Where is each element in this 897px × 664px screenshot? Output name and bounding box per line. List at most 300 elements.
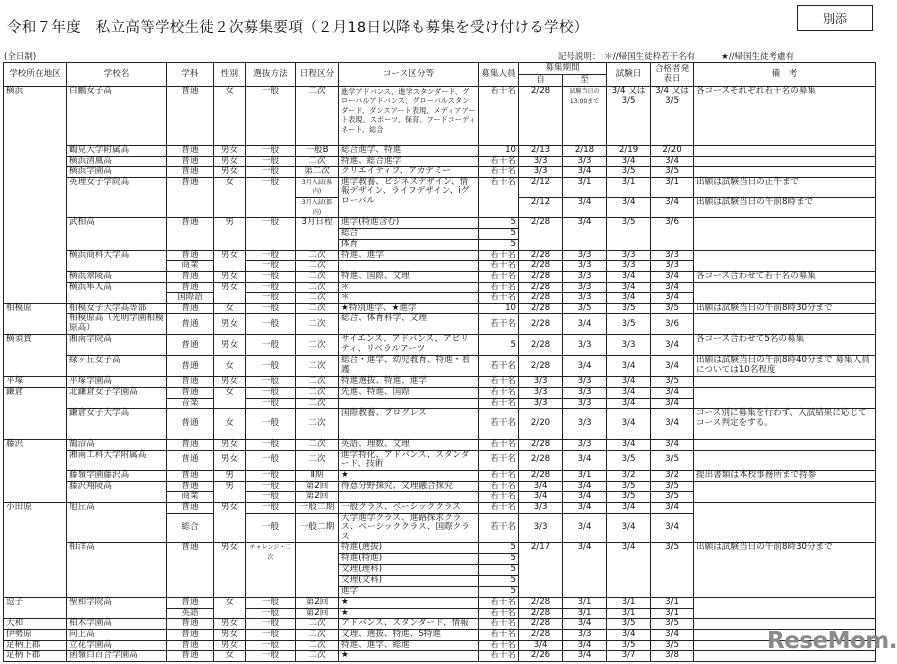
cell-to: 3/3 [563,156,607,167]
cell-school: 向上高 [67,629,167,640]
cell-method: 一般 [246,398,296,409]
cell-gender: 女 [214,177,246,217]
cell-dept: 普通 [167,640,214,651]
cell-schedule: 二次 [296,387,339,398]
cell-method: 一般 [246,218,296,251]
cell-course: 進学教養、ビジネスデザイン、情報デザイン、ライフデザイン、iグローバル [339,177,479,217]
cell-schedule: 二次 [296,293,339,304]
cell-note [694,218,876,251]
cell-dept: 普通 [167,167,214,178]
cell-from: 3/4 [519,481,563,492]
cell-cap: 若干名 [479,608,519,619]
table-row [4,629,876,640]
table-row [4,470,876,481]
cell-gender: 男女 [214,146,246,157]
cell-school: 立花学園高 [67,640,167,651]
cell-note: 出願は試験当日の午前8時30分まで [694,543,876,598]
cell-school: 聖和学院高 [67,598,167,619]
cell-from: 2/28 [519,218,563,251]
cell-note: 各コースそれぞれ若干名の募集 [694,87,876,146]
cell-result: 3/2 [651,470,694,481]
cell-note [694,377,876,388]
cell-schedule: 二次 [296,335,339,356]
cell-area: 逗子 [4,598,67,619]
cell-exam: 3/5 [607,450,651,470]
cell-dept: 普通 [167,543,214,598]
cell-result: 3/5 [651,377,694,388]
cell-course: 特進選抜、特進、進学 [339,377,479,388]
cell-course: 総合 [339,229,479,240]
cell-course [339,261,479,272]
cell-school: 柏木学園高 [67,619,167,630]
cell-from: 3/3 [519,377,563,388]
cell-schedule: 3月入試(都内) [296,197,339,217]
cell-dept: 普通 [167,314,214,335]
cell-dept: 普通 [167,218,214,251]
cell-to: 3/3 [563,282,607,293]
cell-from: 2/28 [519,271,563,282]
cell-schedule: 二次 [296,156,339,167]
cell-course: 総合・進学、幼児教育、特進・看護 [339,356,479,377]
legend [558,50,794,62]
cell-gender: 男女 [214,250,246,271]
cell-cap: 若干名 [479,156,519,167]
cell-to: 3/1 [563,177,607,197]
cell-result: 3/4 又は 3/5 [651,87,694,146]
cell-to: 3/1 [563,598,607,609]
cell-result: 3/4 [651,271,694,282]
cell-method: 一般 [246,598,296,609]
cell-result: 3/3 [651,250,694,261]
cell-method: 一般 [246,450,296,470]
cell-dept: 普通 [167,481,214,492]
cell-course: 特進(選抜) [339,543,479,554]
cell-note: 各コース合わせて5名の募集 [694,335,876,356]
cell-to: 3/4 [563,218,607,251]
cell-to: 試験当日の13:00まで [563,87,607,146]
cell-course: ＊ [339,282,479,293]
cell-school: 鶴見大学附属高 [67,146,167,157]
cell-method: 一般 [246,314,296,335]
cell-gender: 男女 [214,167,246,178]
cell-dept: 商業 [167,492,214,503]
header-from: 自 [519,75,563,87]
table-row [4,177,876,197]
table-body [4,87,876,662]
cell-dept: 普通 [167,177,214,217]
cell-course: ★ [339,651,479,662]
cell-to: 3/4 [563,356,607,377]
cell-gender: 男 [214,218,246,251]
cell-schedule: 第2回 [296,481,339,492]
cell-from: 3/3 [519,156,563,167]
cell-area: 平塚 [4,377,67,388]
cell-cap: 若干名 [479,651,519,662]
cell-course: 文理(文科) [339,576,479,587]
cell-from: 3/3 [519,513,563,543]
cell-dept: 普通 [167,335,214,356]
cell-course: 特進、総合進学 [339,156,479,167]
cell-dept: 普通 [167,503,214,514]
cell-gender: 男女 [214,335,246,356]
cell-schedule [296,543,339,598]
cell-gender: 女 [214,387,246,408]
cell-method: 一般 [246,619,296,630]
cell-schedule: 3月入試(県内) [296,177,339,197]
cell-from: 3/3 [519,387,563,398]
cell-method: 一般 [246,608,296,619]
cell-course: 進学特化、アドバンス、スタンダード、技術 [339,450,479,470]
cell-result: 3/4 [651,356,694,377]
cell-course: 一般クラス、ベーシッククラス [339,503,479,514]
cell-exam: 3/4 [607,282,651,293]
cell-cap: 5 [479,587,519,598]
cell-note: 出願は試験当日の正午まで [694,177,876,197]
cell-cap: 若干名 [479,503,519,514]
cell-from: 2/13 [519,146,563,157]
table-row [4,356,876,377]
cell-result: 3/5 [651,167,694,178]
cell-school: 相模女子大学高等部 [67,303,167,314]
cell-to: 3/3 [563,409,607,440]
cell-exam: 3/7 [607,651,651,662]
cell-course: 特進、進学 [339,250,479,261]
page-title: 令和７年度 私立高等学校生徒２次募集要項（２月18日以降も募集を受け付ける学校） [7,20,589,36]
cell-result: 3/4 [651,440,694,451]
cell-method: 一般 [246,492,296,503]
cell-note [694,440,876,451]
table-row [4,409,876,440]
cell-cap: 5 [479,554,519,565]
cell-from: 2/12 [519,177,563,197]
header-method: 選抜方法 [246,63,296,87]
cell-method: 一般 [246,629,296,640]
cell-to: 3/4 [563,619,607,630]
cell-method: 一般 [246,377,296,388]
cell-course [339,492,479,503]
cell-cap: 若干名 [479,619,519,630]
cell-from: 2/28 [519,293,563,304]
cell-dept: 普通 [167,271,214,282]
cell-gender: 男 [214,470,246,481]
cell-gender: 男女 [214,450,246,470]
cell-gender: 男女 [214,314,246,335]
cell-exam: 3/4 [607,377,651,388]
cell-to: 3/1 [563,470,607,481]
cell-cap: 若干名 [479,250,519,261]
cell-schedule: 二次 [296,629,339,640]
cell-method: 一般 [246,87,296,146]
cell-course: ★ [339,470,479,481]
cell-method: 一般 [246,146,296,157]
cell-dept: 普通 [167,146,214,157]
cell-dept: 普通 [167,598,214,609]
cell-cap: 10 [479,146,519,157]
cell-from: 2/28 [519,440,563,451]
cell-dept: 普通 [167,282,214,293]
cell-result: 3/1 [651,177,694,197]
cell-note [694,598,876,619]
cell-course: 大学進学クラス、進路探求クラス、ベーシッククラス、国際クラス [339,513,479,543]
cell-dept: 普通 [167,250,214,261]
cell-cap: 若干名 [479,398,519,409]
cell-schedule: 二次 [296,398,339,409]
cell-school: 平塚学園高 [67,377,167,388]
cell-cap: 5 [479,218,519,229]
cell-schedule: 第2回 [296,608,339,619]
cell-result: 3/4 [651,409,694,440]
cell-gender: 男 [214,481,246,502]
cell-cap: 若干名 [479,513,519,543]
cell-exam: 3/5 [607,619,651,630]
cell-schedule: 二次 [296,356,339,377]
cell-schedule: 二次 [296,440,339,451]
cell-area: 大和 [4,619,67,630]
cell-to: 3/4 [563,167,607,178]
cell-cap: 若干名 [479,450,519,470]
cell-cap: 若干名 [479,261,519,272]
cell-dept: 普通 [167,387,214,398]
cell-cap: 5 [479,543,519,554]
cell-course: 体育 [339,239,479,250]
header-area: 学校所在地区 [4,63,67,87]
cell-from: 2/17 [519,543,563,598]
cell-from: 2/28 [519,619,563,630]
cell-gender: 女 [214,87,246,146]
cell-exam: 3/4 [607,398,651,409]
cell-to: 3/4 [563,450,607,470]
cell-method: 一般 [246,470,296,481]
cell-schedule: 二次 [296,271,339,282]
cell-result: 3/4 [651,398,694,409]
cell-result: 3/4 [651,513,694,543]
cell-result: 3/6 [651,218,694,251]
cell-area: 藤沢 [4,440,67,503]
cell-cap: 若干名 [479,293,519,304]
header-dept: 学科 [167,63,214,87]
cell-result: 3/5 [651,481,694,492]
cell-result: 3/4 [651,156,694,167]
cell-exam: 3/1 [607,608,651,619]
cell-exam: 3/3 [607,261,651,272]
cell-school: 横浜清風高 [67,156,167,167]
cell-exam: 3/4 [607,543,651,598]
cell-note: 各コース合わせて若干名の募集 [694,271,876,282]
cell-dept: 普通 [167,87,214,146]
cell-school: 相模原高（光明学園相模原高） [67,314,167,335]
cell-exam: 3/4 [607,629,651,640]
cell-result: 3/8 [651,651,694,662]
cell-to: 3/4 [563,651,607,662]
cell-school: 緑ヶ丘女子高 [67,356,167,377]
cell-school: 横浜隼人高 [67,282,167,303]
cell-exam: 3/4 [607,197,651,217]
cell-schedule: 二次 [296,314,339,335]
cell-result: 3/4 [651,282,694,293]
cell-schedule: Ⅱ期 [296,470,339,481]
cell-school: 藤嶺学園藤沢高 [67,470,167,481]
cell-cap: 若干名 [479,87,519,146]
cell-cap: 5 [479,565,519,576]
cell-course: サイエンス、アドバンス、アビリティ、リベラルアーツ [339,335,479,356]
cell-gender: 男女 [214,619,246,630]
table-row [4,87,876,146]
cell-exam: 3/4 [607,356,651,377]
table-row [4,450,876,470]
cell-gender: 男女 [214,503,246,543]
cell-gender: 女 [214,598,246,619]
resemom-logo: ReseMom. [767,628,897,654]
cell-from: 3/3 [519,503,563,514]
cell-gender: 男女 [214,282,246,303]
cell-from: 2/28 [519,282,563,293]
cell-exam: 3/5 [607,314,651,335]
cell-to: 3/4 [563,503,607,514]
cell-school: 鎌倉女子大学高 [67,409,167,440]
cell-schedule: 二次 [296,619,339,630]
cell-note [694,387,876,408]
cell-schedule: 二次 [296,303,339,314]
cell-from: 2/28 [519,598,563,609]
cell-from: 2/28 [519,87,563,146]
cell-cap: 若干名 [479,377,519,388]
table-row [4,651,876,662]
cell-cap: 若干名 [479,640,519,651]
cell-result: 3/3 [651,261,694,272]
cell-result: 3/4 [651,629,694,640]
cell-gender: 男女 [214,271,246,282]
cell-to: 3/4 [563,513,607,543]
cell-course: 得意分野探究、文理融合探究 [339,481,479,492]
cell-gender: 女 [214,651,246,662]
cell-schedule: 第二次 [296,167,339,178]
cell-course: 特進(特進) [339,554,479,565]
cell-schedule: 二次 [296,377,339,388]
cell-schedule: 一般二期 [296,513,339,543]
cell-exam: 3/4 又は 3/5 [607,87,651,146]
cell-note [694,250,876,271]
cell-from: 2/28 [519,335,563,356]
cell-dept: 普通 [167,629,214,640]
cell-to: 3/4 [563,481,607,492]
cell-result: 3/1 [651,598,694,609]
cell-cap: 若干名 [479,629,519,640]
cell-result: 3/5 [651,450,694,470]
cell-course: ★特別進学、★進学 [339,303,479,314]
cell-note: コース別に募集を行わず、入試結果に応じてコース判定をする。 [694,409,876,440]
cell-school: 英理女子学院高 [67,177,167,217]
cell-course: 総合進学、特進 [339,146,479,157]
table-row [4,377,876,388]
cell-cap: 若干名 [479,314,519,335]
cell-result: 3/4 [651,387,694,398]
cell-exam: 3/3 [607,335,651,356]
cell-gender: 男女 [214,543,246,598]
cell-dept: 普通 [167,409,214,440]
cell-exam: 3/4 [607,293,651,304]
table-row [4,598,876,609]
cell-from: 3/3 [519,398,563,409]
cell-exam: 3/5 [607,481,651,492]
header-course: コース区分等 [339,63,479,87]
cell-course: 進学(特進含む) [339,218,479,229]
table-row [4,543,876,554]
cell-method: 一般 [246,513,296,543]
cell-dept: 普通 [167,303,214,314]
cell-to: 2/18 [563,146,607,157]
cell-method: 一般 [246,282,296,293]
cell-result: 3/5 [651,543,694,598]
header-exam: 試験日 [607,63,651,87]
cell-dept: 普通 [167,356,214,377]
cell-school: 横浜商科大学高 [67,250,167,271]
cell-to: 3/3 [563,335,607,356]
cell-course: ＊ [339,293,479,304]
cell-to: 3/3 [563,293,607,304]
cell-to: 3/3 [563,250,607,261]
cell-result: 2/20 [651,146,694,157]
cell-method: 一般 [246,293,296,304]
cell-course: ★ [339,608,479,619]
cell-exam: 3/5 [607,218,651,251]
cell-school: 白鵬女子高 [67,87,167,146]
cell-from: 3/4 [519,640,563,651]
cell-dept: 普通 [167,377,214,388]
table-row [4,335,876,356]
cell-exam: 3/1 [607,598,651,609]
recruitment-table [3,62,876,662]
table-row [4,218,876,229]
cell-exam: 3/5 [607,303,651,314]
cell-exam: 3/5 [607,167,651,178]
cell-exam: 3/4 [607,271,651,282]
cell-from: 2/28 [519,608,563,619]
cell-exam: 3/4 [607,387,651,398]
cell-area: 小田原 [4,503,67,598]
cell-to: 3/3 [563,271,607,282]
cell-exam: 3/5 [607,640,651,651]
header-school: 学校名 [67,63,167,87]
cell-to: 3/3 [563,387,607,398]
cell-course: 先進、特進、国際 [339,387,479,398]
cell-schedule: 二次 [296,282,339,293]
cell-to: 3/1 [563,608,607,619]
cell-cap: 若干名 [479,177,519,217]
cell-cap: 若干名 [479,481,519,492]
cell-course: 英語、理数、文理 [339,440,479,451]
cell-dept: 普通 [167,156,214,167]
cell-method: 一般 [246,250,296,261]
cell-to: 3/3 [563,440,607,451]
cell-exam: 3/4 [607,513,651,543]
cell-note [694,503,876,543]
cell-schedule: 二次 [296,261,339,272]
cell-school: 函嶺白百合学園高 [67,651,167,662]
cell-to: 3/4 [563,492,607,503]
cell-method: 一般 [246,409,296,440]
cell-dept: 普通 [167,651,214,662]
cell-from: 2/20 [519,409,563,440]
cell-gender: 女 [214,356,246,377]
cell-exam: 2/19 [607,146,651,157]
cell-school: 藤沢翔陵高 [67,481,167,502]
cell-area: 相模原 [4,303,67,335]
cell-schedule: 第2回 [296,492,339,503]
cell-area: 横須賀 [4,335,67,377]
cell-school: 湘南工科大学附属高 [67,450,167,470]
cell-result: 3/4 [651,197,694,217]
cell-schedule: 第2回 [296,598,339,609]
